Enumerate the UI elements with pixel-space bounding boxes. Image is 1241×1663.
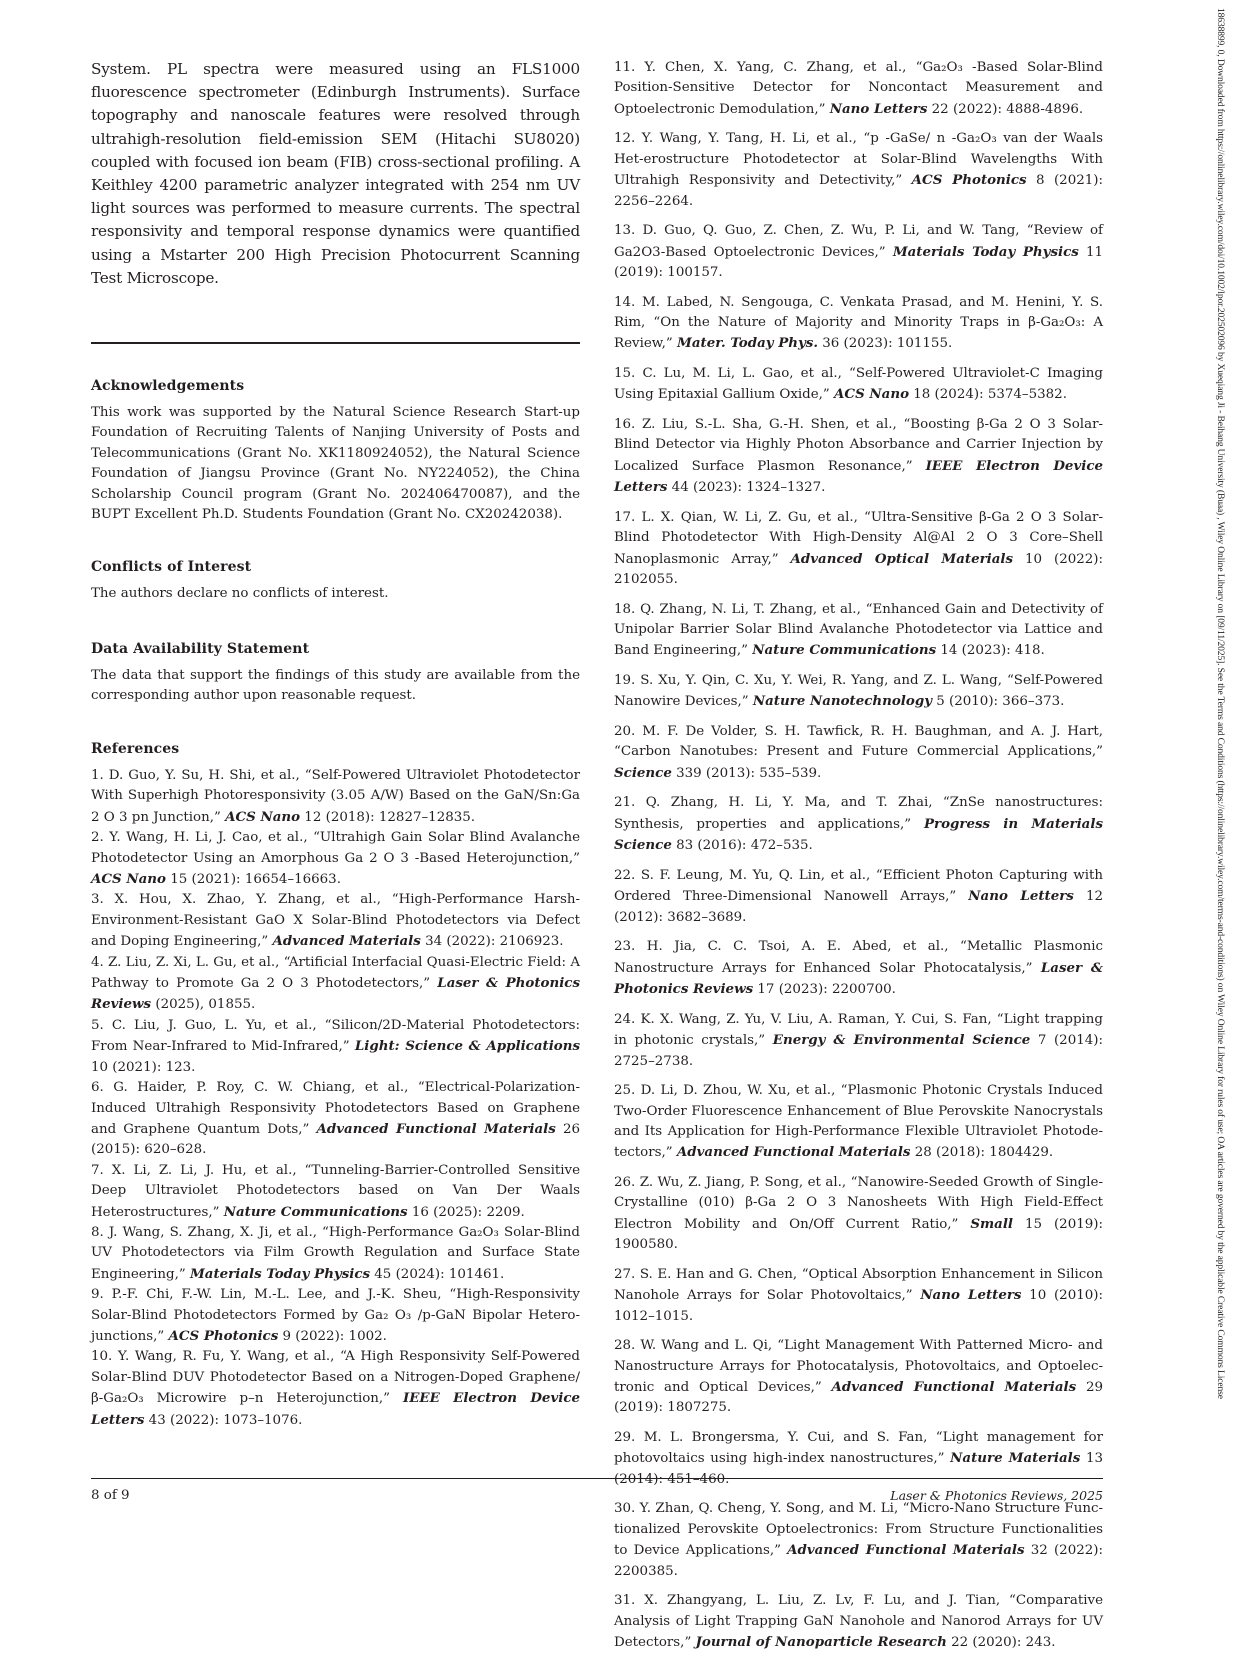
reference-details: 83 (2016): 472–535. — [671, 838, 813, 854]
reference-details: 11 (2019): 100157. — [614, 244, 1104, 281]
left-column — [91, 58, 580, 290]
reference-text: 28. W. Wang and L. Qi, “Light Management With Patterned Micro- and Nanostructure Arrays for Photocatalysis, Photovoltaics, and Optoelec-tronic and Optical Devices,” — [614, 1338, 1103, 1395]
reference-text: 9. P.-F. Chi, F.-W. Lin, M.-L. Lee, and J.-K. Sheu, “High-Responsivity Solar-Blind Photodetectors Formed by Ga₂ O₃ /p-GaN Bipolar Hetero-junctions,” — [91, 1287, 580, 1344]
reference-item — [614, 1591, 1103, 1653]
reference-item — [91, 890, 580, 952]
reference-item — [91, 1347, 580, 1431]
reference-journal: Nature Communications — [752, 642, 937, 659]
reference-details: 32 (2022): 2200385. — [614, 1543, 1103, 1579]
reference-journal: Advanced Functional Materials — [831, 1378, 1077, 1395]
reference-text: 16. Z. Liu, S.-L. Sha, G.-H. Shen, et al., “Boosting β-Ga 2 O 3 Solar-Blind Detector via Highly Photon Absorbance and Carrier Injection by Localized Surface Plasmon Resonance,” — [614, 417, 1103, 474]
reference-item — [91, 1016, 580, 1078]
reference-text: 2. Y. Wang, H. Li, J. Cao, et al., “Ultrahigh Gain Solar Blind Avalanche Photodetector Using an Amorphous Ga 2 O 3 -Based Heterojunction,” — [91, 830, 580, 866]
reference-details: 28 (2018): 1804429. — [910, 1145, 1054, 1161]
reference-journal: Journal of Nanoparticle Research — [695, 1633, 947, 1650]
reference-journal: ACS Photonics — [911, 172, 1027, 189]
reference-text: 20. M. F. De Volder, S. H. Tawfick, R. H. Baughman, and A. J. Hart, “Carbon Nanotubes: Present and Future Commercial Applications,” — [614, 724, 1103, 760]
reference-details: 10 (2010): 1012–1015. — [614, 1288, 1103, 1324]
reference-journal: Materials Today Physics — [892, 243, 1079, 260]
page-footer — [91, 1478, 1103, 1503]
conflicts-heading: Conflicts of Interest — [91, 559, 252, 575]
reference-item — [614, 722, 1103, 784]
reference-details: 29 (2019): 1807275. — [614, 1379, 1103, 1416]
reference-journal: ACS Nano — [225, 808, 301, 825]
references-list-left — [91, 766, 580, 1431]
methods-paragraph: System. PL spectra were measured using an FLS1000 fluorescence spectrometer (Edinburgh Instruments). Surface topography and nanoscale features were resolved through ultrahigh-resolution field-emission SEM (Hitachi SU8020) coupled with focused ion beam (FIB) cross-sectional profiling. A Keithley 4200 parametric analyzer integrated with 254 nm UV light sources was performed to measure currents. The spectral responsivity and temporal response dynamics were quantified using a Mstarter 200 High Precision Photocurrent Scanning Test Microscope. — [91, 60, 580, 287]
reference-item — [614, 1336, 1103, 1419]
reference-details: 16 (2025): 2209. — [407, 1204, 525, 1220]
reference-journal: Nano Letters — [920, 1287, 1022, 1304]
reference-item — [614, 600, 1103, 662]
reference-text: 25. D. Li, D. Zhou, W. Xu, et al., “Plasmonic Photonic Crystals Induced Two-Order Fluorescence Enhancement of Blue Perovskite Nanocrystals and Its Application for High-Performance Flexible Ultraviolet Photode-tectors,” — [614, 1083, 1103, 1161]
reference-item — [614, 508, 1103, 591]
reference-journal: Advanced Optical Materials — [790, 550, 1014, 567]
reference-details: 5 (2010): 366–373. — [931, 694, 1065, 710]
reference-text: 6. G. Haider, P. Roy, C. W. Chiang, et al., “Electrical-Polarization-Induced Ultrahigh Responsivity Photodetectors Based on Graphene and Graphene Quantum Dots,” — [91, 1080, 580, 1137]
reference-text: 26. Z. Wu, Z. Jiang, P. Song, et al., “Nanowire-Seeded Growth of Single-Crystalline (010) β-Ga 2 O 3 Nanosheets With High Field-Effect Electron Mobility and On/Off Current Ratio,” — [614, 1174, 1103, 1232]
reference-text: 5. C. Liu, J. Guo, L. Yu, et al., “Silicon/2D-Material Photodetectors: From Near-Infrared to Mid-Infrared,” — [91, 1017, 580, 1055]
reference-text: 30. Y. Zhan, Q. Cheng, Y. Song, and M. Li, “Micro-Nano Structure Func-tionalized Perovskite Optoelectronics: From Structure Functionalities to Device Applications,” — [614, 1501, 1103, 1559]
reference-item — [614, 671, 1103, 713]
reference-journal: IEEE Electron Device Letters — [614, 457, 1103, 496]
reference-text: 3. X. Hou, X. Zhao, Y. Zhang, et al., “High-Performance Harsh-Environment-Resistant GaO X Solar-Blind Photodetectors via Defect and Doping Engineering,” — [91, 892, 580, 950]
reference-details: 15 (2019): 1900580. — [614, 1216, 1103, 1253]
reference-text: 21. Q. Zhang, H. Li, Y. Ma, and T. Zhai, “ZnSe nanostructures: Synthesis, properties and applications,” — [614, 795, 1103, 832]
reference-item — [91, 1161, 580, 1223]
reference-text: 19. S. Xu, Y. Qin, C. Xu, Y. Wei, R. Yang, and Z. L. Wang, “Self-Powered Nanowire Devices,” — [614, 673, 1103, 710]
reference-details: 10 (2022): 2102055. — [614, 551, 1104, 588]
reference-text: 22. S. F. Leung, M. Yu, Q. Lin, et al., “Efficient Photon Capturing with Ordered Three-Dimensional Nanowell Arrays,” — [614, 867, 1103, 905]
reference-text: 14. M. Labed, N. Sengouga, C. Venkata Prasad, and M. Henini, Y. S. Rim, “On the Nature of Majority and Minority Traps in β-Ga₂O₃: A Review,” — [614, 294, 1103, 352]
data-availability-body: The data that support the findings of this study are available from the corresponding author upon reasonable request. — [91, 668, 580, 704]
reference-journal: IEEE Electron Device Letters — [91, 1390, 580, 1428]
reference-text: 13. D. Guo, Q. Guo, Z. Chen, Z. Wu, P. Li, and W. Tang, “Review of Ga2O3-Based Optoelectronic Devices,” — [614, 223, 1103, 260]
reference-details: 339 (2013): 535–539. — [671, 765, 822, 781]
reference-item — [91, 828, 580, 890]
reference-item — [614, 364, 1103, 406]
acknowledgements-heading: Acknowledgements — [91, 378, 245, 394]
reference-details: 12 (2012): 3682–3689. — [614, 889, 1103, 925]
reference-journal: Light: Science & Applications — [354, 1038, 580, 1055]
reference-text: 31. X. Zhangyang, L. Liu, Z. Lv, F. Lu, and J. Tian, “Comparative Analysis of Light Trapping GaN Nanohole and Nanorod Arrays for UV Detectors,” — [614, 1593, 1103, 1650]
reference-journal: Nature Communications — [223, 1203, 408, 1220]
conflicts-section — [91, 557, 580, 604]
right-column — [614, 58, 1103, 1663]
reference-text: 1. D. Guo, Y. Su, H. Shi, et al., “Self-Powered Ultraviolet Photodetector With Superhigh Photoresponsivity (3.05 A/W) Based on the GaN/Sn:Ga 2 O 3 pn Junction,” — [91, 768, 580, 825]
reference-item — [614, 937, 1103, 1000]
reference-text: 11. Y. Chen, X. Yang, C. Zhang, et al., “Ga₂O₃ -Based Solar-Blind Position-Sensitive Detector for Noncontact Measurement and Optoelectronic Demodulation,” — [614, 60, 1103, 117]
download-notice-sidebar: 18638899, 0, Downloaded from https://onlinelibrary.wiley.com/doi/10.1002/lpor.202502096 by Xueqiang Ji - Beihang University (Buaa) , Wiley Online Library on [09/11/2025]. See the Terms and Conditions (https://onlinelibrary.wiley.com/terms-and-conditions) on Wiley Online Library for rules of use; OA articles are governed by the applicable Creative Commons License — [1215, 8, 1226, 1399]
reference-journal: Laser & Photonics Reviews — [614, 959, 1103, 998]
reference-journal: Progress in Materials Science — [614, 815, 1103, 854]
reference-journal: Energy & Environmental Science — [772, 1032, 1031, 1049]
reference-item — [614, 415, 1103, 499]
reference-item — [614, 1265, 1103, 1327]
reference-journal: Nature Nanotechnology — [752, 693, 932, 710]
reference-journal: Advanced Functional Materials — [676, 1144, 911, 1161]
reference-details: 34 (2022): 2106923. — [420, 934, 564, 950]
data-availability-section — [91, 639, 580, 707]
acknowledgements-section — [91, 376, 580, 525]
reference-journal: ACS Nano — [834, 386, 909, 403]
reference-details: 22 (2022): 4888-4896. — [927, 101, 1084, 117]
reference-details: 22 (2020): 243. — [946, 1634, 1056, 1650]
references-list-right — [614, 58, 1103, 1653]
acknowledgements-body: This work was supported by the Natural Science Research Start-up Foundation of Recruiting Talents of Nanjing University of Posts and Telecommunications (Grant No. XK1180924052), the Natural Science Foundation of Jiangsu Province (Grant No. NY224052), the China Scholarship Council program (Grant No. 202406470087), and the BUPT Excellent Ph.D. Students Foundation (Grant No. CX20242038). — [91, 405, 580, 523]
reference-item — [614, 1081, 1103, 1164]
reference-item — [614, 1010, 1103, 1072]
reference-journal: Advanced Functional Materials — [787, 1542, 1025, 1559]
reference-details: 26 (2015): 620–628. — [91, 1121, 580, 1158]
journal-year: Laser & Photonics Reviews, 2025 — [890, 1488, 1103, 1503]
references-section — [91, 739, 580, 1431]
section-divider — [91, 342, 580, 344]
reference-journal: Advanced Materials — [272, 933, 421, 950]
reference-details: 13 (2014): 451–460. — [614, 1451, 1103, 1487]
reference-details: 36 (2023): 101155. — [818, 336, 953, 352]
conflicts-body: The authors declare no conflicts of interest. — [91, 586, 389, 601]
reference-text: 24. K. X. Wang, Z. Yu, V. Liu, A. Raman, Y. Cui, S. Fan, “Light trapping in photonic crystals,” — [614, 1011, 1103, 1049]
reference-details: 45 (2024): 101461. — [370, 1266, 505, 1282]
reference-details: 8 (2021): 2256–2264. — [614, 173, 1103, 209]
reference-item — [91, 766, 580, 828]
reference-item — [91, 1078, 580, 1161]
reference-item — [614, 793, 1103, 856]
reference-item — [614, 221, 1103, 283]
reference-item — [614, 1173, 1103, 1256]
reference-item — [614, 866, 1103, 928]
page-number: 8 of 9 — [91, 1488, 130, 1503]
reference-text: 29. M. L. Brongersma, Y. Cui, and S. Fan, “Light management for photovoltaics using high-index nanostructures,” — [614, 1429, 1103, 1467]
reference-journal: ACS Photonics — [168, 1327, 279, 1344]
reference-text: 15. C. Lu, M. Li, L. Gao, et al., “Self-Powered Ultraviolet-C Imaging Using Epitaxial Gallium Oxide,” — [614, 366, 1103, 403]
reference-journal: ACS Nano — [91, 871, 166, 888]
reference-details: 15 (2021): 16654–16663. — [165, 872, 341, 888]
reference-details: 14 (2023): 418. — [936, 643, 1045, 659]
reference-text: 10. Y. Wang, R. Fu, Y. Wang, et al., “A High Responsivity Self-Powered Solar-Blind DUV Photodetector Based on a Nitrogen-Doped Graphene/β-Ga₂O₃ Microwire p–n Heterojunction,” — [91, 1349, 580, 1407]
reference-journal: Laser & Photonics Reviews — [91, 975, 580, 1013]
reference-details: 17 (2023): 2200700. — [753, 982, 896, 998]
reference-item — [614, 129, 1103, 212]
data-availability-heading: Data Availability Statement — [91, 641, 310, 657]
reference-journal: Materials Today Physics — [189, 1265, 371, 1282]
reference-details: 9 (2022): 1002. — [278, 1328, 387, 1344]
reference-text: 27. S. E. Han and G. Chen, “Optical Absorption Enhancement in Silicon Nanohole Arrays for Solar Photovoltaics,” — [614, 1266, 1103, 1304]
reference-journal: Small — [970, 1215, 1014, 1232]
reference-item — [614, 58, 1103, 120]
reference-text: 17. L. X. Qian, W. Li, Z. Gu, et al., “Ultra-Sensitive β-Ga 2 O 3 Solar-Blind Photodetector With High-Density Al@Al 2 O 3 Core–Shell Nanoplasmonic Array,” — [614, 509, 1103, 567]
reference-text: 12. Y. Wang, Y. Tang, H. Li, et al., “p -GaSe/ n -Ga₂O₃ van der Waals Het-erostructure Photodetector at Solar-Blind Wavelengths With Ultrahigh Responsivity and Detectivity,” — [614, 131, 1103, 189]
reference-journal: Nano Letters — [829, 100, 928, 117]
reference-details: 7 (2014): 2725–2738. — [614, 1033, 1103, 1069]
reference-details: 18 (2024): 5374–5382. — [909, 387, 1067, 403]
reference-item — [614, 1499, 1103, 1582]
reference-text: 4. Z. Liu, Z. Xi, L. Gu, et al., “Artificial Interfacial Quasi-Electric Field: A Pathway to Promote Ga 2 O 3 Photodetectors,” — [91, 954, 580, 992]
references-heading: References — [91, 741, 180, 757]
reference-text: 7. X. Li, Z. Li, J. Hu, et al., “Tunneling-Barrier-Controlled Sensitive Deep Ultraviolet Photodetectors based on Van Der Waals Heterostructures,” — [91, 1162, 580, 1220]
reference-item — [91, 953, 580, 1016]
reference-text: 18. Q. Zhang, N. Li, T. Zhang, et al., “Enhanced Gain and Detectivity of Unipolar Barrier Solar Blind Avalanche Photodetector via Lattice and Band Engineering,” — [614, 601, 1103, 659]
reference-details: 44 (2023): 1324–1327. — [667, 480, 826, 496]
reference-text: 23. H. Jia, C. C. Tsoi, A. E. Abed, et al., “Metallic Plasmonic Nanostructure Arrays for Enhanced Solar Photocatalysis,” — [614, 939, 1103, 976]
reference-journal: Mater. Today Phys. — [677, 335, 818, 352]
reference-item — [91, 1223, 580, 1285]
reference-journal: Nature Materials — [950, 1450, 1081, 1467]
reference-details: 10 (2021): 123. — [91, 1059, 196, 1075]
reference-item — [91, 1285, 580, 1347]
reference-item — [614, 293, 1103, 355]
reference-details: (2025), 01855. — [151, 997, 256, 1013]
reference-details: 12 (2018): 12827–12835. — [300, 809, 476, 825]
reference-details: 43 (2022): 1073–1076. — [144, 1412, 303, 1428]
reference-item — [614, 1428, 1103, 1490]
reference-journal: Advanced Functional Materials — [316, 1120, 556, 1137]
reference-text: 8. J. Wang, S. Zhang, X. Ji, et al., “High-Performance Ga₂O₃ Solar-Blind UV Photodetectors via Film Growth Regulation and Surface State Engineering,” — [91, 1224, 580, 1282]
reference-journal: Nano Letters — [968, 888, 1074, 905]
reference-journal: Science — [614, 764, 672, 781]
